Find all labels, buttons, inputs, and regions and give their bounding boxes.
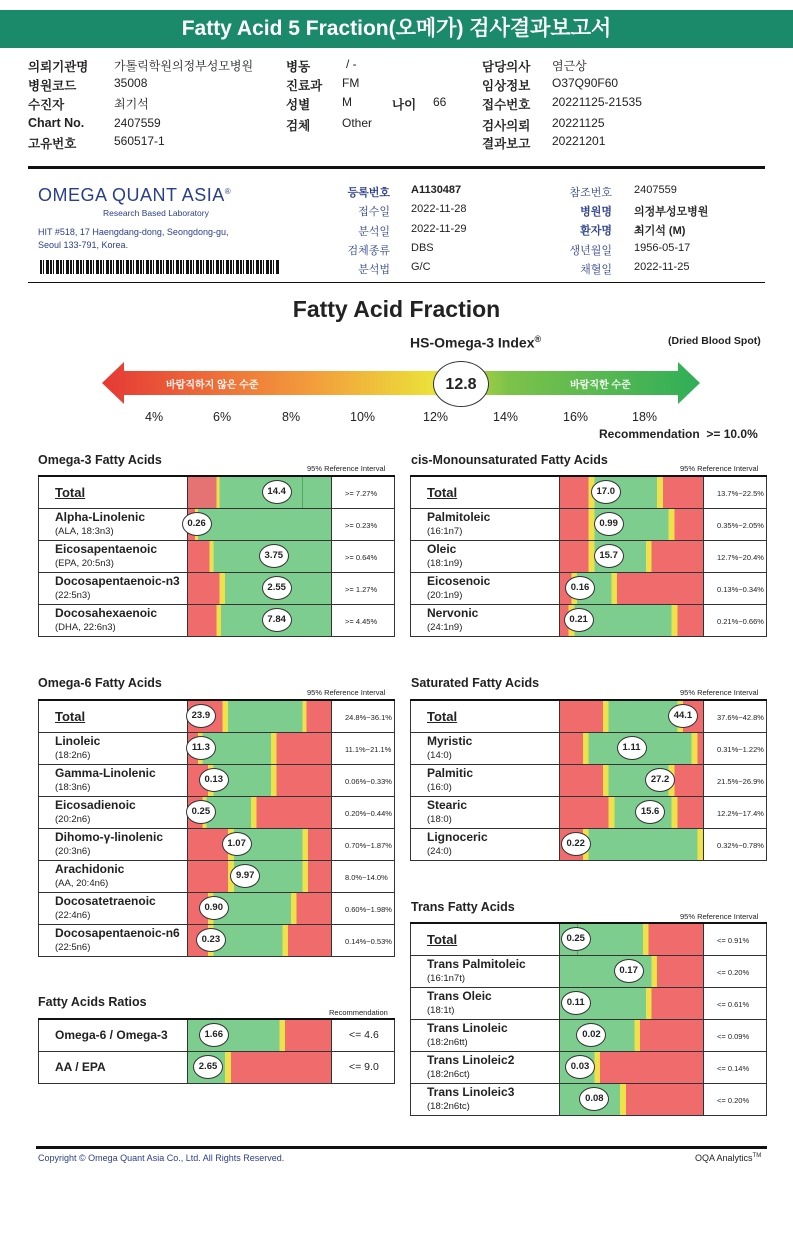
footer-brand-text: OQA Analytics — [695, 1153, 753, 1163]
header-row-3 — [28, 93, 768, 112]
table-row-total — [410, 924, 767, 956]
reference-bar — [187, 893, 332, 924]
row-name: Nervonic — [427, 606, 479, 620]
row-name: Total — [427, 485, 458, 500]
reference-range: 0.31%~1.22% — [717, 745, 764, 754]
reference-range: 0.70%~1.87% — [345, 841, 392, 850]
reference-bar — [559, 477, 704, 508]
header-value: 최기석 — [114, 97, 149, 111]
row-name: Total — [55, 709, 86, 724]
header-value: 560517-1 — [114, 134, 165, 148]
value-bubble: 3.75 — [259, 544, 289, 568]
header-label: 검사의뢰 — [482, 119, 531, 133]
header-value: 2407559 — [114, 116, 161, 130]
value-bubble: 0.08 — [579, 1087, 609, 1111]
lab-logo-text: OMEGA QUANT ASIA — [38, 185, 225, 205]
row-name: Gamma-Linolenic — [55, 766, 156, 780]
reference-range: >= 0.64% — [345, 553, 378, 562]
reference-bar — [187, 765, 332, 796]
reference-range: 0.13%~0.34% — [717, 585, 764, 594]
lab-logo-sup: ® — [224, 187, 232, 196]
reference-range: <= 9.0 — [349, 1061, 379, 1073]
reference-bar — [187, 925, 332, 956]
divider — [28, 166, 765, 169]
reference-range: >= 1.27% — [345, 585, 378, 594]
reference-bar — [559, 988, 704, 1019]
ref-interval-header: 95% Reference Interval — [307, 688, 386, 697]
value-bubble: 0.22 — [561, 832, 591, 856]
gauge-tick: 10% — [350, 410, 376, 424]
header-label: 병원코드 — [28, 79, 77, 93]
row-subname: (ALA, 18:3n3) — [55, 526, 114, 537]
table-row — [410, 509, 767, 541]
reference-range: 11.1%~21.1% — [345, 745, 392, 754]
table-row — [410, 1084, 767, 1116]
section-title-ratios: Fatty Acids Ratios — [38, 995, 147, 1009]
row-subname: (20:2n6) — [55, 814, 91, 825]
row-name: Eicosapentaenoic — [55, 542, 158, 556]
value-bubble: 2.55 — [262, 576, 292, 600]
section-title-sfa: Saturated Fatty Acids — [411, 676, 540, 690]
row-subname: (DHA, 22:6n3) — [55, 622, 116, 633]
row-subname: (18:2n6ct) — [427, 1069, 470, 1080]
value-bubble: 1.07 — [222, 832, 252, 856]
specimen-label: 환자명 — [580, 225, 612, 237]
specimen-value: DBS — [411, 242, 434, 254]
value-bubble: 9.97 — [230, 864, 260, 888]
specimen-value: 2407559 — [634, 184, 677, 196]
gauge-tick: 12% — [423, 410, 449, 424]
value-bubble: 0.26 — [182, 512, 212, 536]
header-value: 20221125 — [552, 116, 605, 130]
table-trans — [410, 922, 767, 1112]
value-bubble: 15.6 — [635, 800, 665, 824]
reference-bar — [559, 1084, 704, 1115]
row-subname: (18:2n6tc) — [427, 1101, 470, 1112]
table-row — [38, 509, 395, 541]
table-row — [38, 797, 395, 829]
table-row — [410, 956, 767, 988]
reference-bar — [187, 701, 332, 732]
specimen-value: 최기석 (M) — [634, 225, 686, 237]
table-row — [38, 605, 395, 637]
value-bubble: 15.7 — [594, 544, 624, 568]
row-name: Docosapentaenoic-n3 — [55, 574, 180, 588]
row-subname: (16:1n7) — [427, 526, 463, 537]
reference-bar — [187, 1052, 332, 1083]
recommendation-label: Recommendation — [599, 427, 700, 441]
bar-marker-line — [302, 477, 303, 508]
row-subname: (AA, 20:4n6) — [55, 878, 109, 889]
gauge-tick: 18% — [632, 410, 658, 424]
value-bubble: 0.21 — [564, 608, 594, 632]
omega3-index-value: 12.8 — [433, 361, 489, 407]
header-row-1 — [28, 55, 768, 74]
reference-bar — [187, 797, 332, 828]
header-row-5 — [28, 132, 768, 151]
header-label: 수진자 — [28, 98, 65, 112]
row-subname: (EPA, 20:5n3) — [55, 558, 114, 569]
table-row — [410, 733, 767, 765]
table-row — [410, 765, 767, 797]
reference-range: >= 0.23% — [345, 521, 378, 530]
reference-bar — [187, 477, 332, 508]
reference-bar — [559, 1052, 704, 1083]
row-name: Trans Oleic — [427, 989, 492, 1003]
reference-range: 12.2%~17.4% — [717, 809, 764, 818]
header-row-4 — [28, 114, 768, 133]
row-subname: (16:1n7t) — [427, 973, 466, 984]
row-name: Linoleic — [55, 734, 101, 748]
table-omega3 — [38, 475, 395, 633]
reference-range: >= 7.27% — [345, 489, 378, 498]
header-value: 20221125-21535 — [552, 95, 642, 109]
gauge-good-label: 바람직한 수준 — [570, 380, 631, 391]
reference-bar — [187, 573, 332, 604]
row-name: Docosatetraenoic — [55, 894, 156, 908]
table-row — [410, 1052, 767, 1084]
gauge-tick: 6% — [213, 410, 232, 424]
row-name: Palmitic — [427, 766, 474, 780]
header-label: 고유번호 — [28, 137, 77, 151]
header-value: 20221201 — [552, 134, 606, 148]
row-name: Stearic — [427, 798, 468, 812]
hs-omega3-title — [410, 334, 541, 351]
reference-range: 21.5%~26.9% — [717, 777, 764, 786]
row-name: AA / EPA — [55, 1060, 106, 1074]
row-subname: (22:4n6) — [55, 910, 91, 921]
reference-range: 13.7%~22.5% — [717, 489, 764, 498]
specimen-value: 2022-11-29 — [411, 223, 467, 235]
reference-range: 0.32%~0.78% — [717, 841, 764, 850]
reference-range: <= 0.14% — [717, 1064, 750, 1073]
header-value: 가톨릭학원의정부성모병원 — [114, 59, 254, 73]
gauge-tick: 16% — [563, 410, 589, 424]
ref-interval-header: 95% Reference Interval — [680, 464, 759, 473]
reference-range: >= 4.45% — [345, 617, 378, 626]
value-bubble: 0.25 — [186, 800, 216, 824]
gauge-tick: 14% — [493, 410, 519, 424]
row-name: Trans Linoleic2 — [427, 1053, 515, 1067]
header-value: 66 — [433, 95, 447, 109]
header-label: Chart No. — [28, 116, 85, 130]
reference-range: 0.06%~0.33% — [345, 777, 392, 786]
table-row — [410, 1020, 767, 1052]
row-subname: (20:3n6) — [55, 846, 91, 857]
specimen-value: 2022-11-28 — [411, 203, 467, 215]
row-name: Lignoceric — [427, 830, 488, 844]
table-row — [38, 1020, 395, 1052]
reference-bar — [559, 573, 704, 604]
header-label: 결과보고 — [482, 137, 531, 151]
value-bubble: 11.3 — [186, 736, 216, 760]
header-label: 검체 — [286, 119, 311, 133]
table-row-total — [38, 701, 395, 733]
value-bubble: 0.17 — [614, 959, 644, 983]
reference-bar — [187, 1020, 332, 1051]
row-name: Total — [427, 709, 458, 724]
value-bubble: 0.13 — [199, 768, 229, 792]
row-name: Trans Palmitoleic — [427, 957, 526, 971]
header-value: 염근상 — [552, 59, 587, 73]
hs-omega3-sup: ® — [534, 334, 542, 344]
reference-bar — [559, 605, 704, 636]
table-row — [410, 829, 767, 861]
header-label: 나이 — [392, 98, 417, 112]
section-title-mufa: cis-Monounsaturated Fatty Acids — [411, 453, 608, 467]
reference-range: 0.60%~1.98% — [345, 905, 392, 914]
value-bubble: 2.65 — [193, 1055, 223, 1079]
specimen-label: 검체종류 — [347, 245, 390, 257]
row-name: Total — [427, 932, 458, 947]
header-label: 담당의사 — [482, 60, 531, 74]
reference-bar — [559, 924, 704, 955]
table-row — [38, 861, 395, 893]
row-subname: (18:1t) — [427, 1005, 455, 1016]
gauge-tick: 4% — [145, 410, 164, 424]
reference-bar — [187, 541, 332, 572]
table-row-total — [38, 477, 395, 509]
value-bubble: 23.9 — [186, 704, 216, 728]
recommendation-value: >= 10.0% — [706, 427, 758, 441]
reference-bar — [187, 509, 332, 540]
specimen-value: G/C — [411, 261, 431, 273]
reference-range: <= 0.09% — [717, 1032, 750, 1041]
row-name: Omega-6 / Omega-3 — [55, 1028, 168, 1042]
footer-brand-sup: TM — [752, 1153, 762, 1159]
row-name: Oleic — [427, 542, 457, 556]
table-row — [38, 829, 395, 861]
section-title-trans: Trans Fatty Acids — [411, 900, 515, 914]
hs-omega3-title-text: HS-Omega-3 Index — [410, 334, 535, 351]
section-title-omega6: Omega-6 Fatty Acids — [38, 676, 162, 690]
value-bubble: 14.4 — [262, 480, 292, 504]
footer-copyright: Copyright © Omega Quant Asia Co., Ltd. All Rights Reserved. — [38, 1153, 285, 1163]
header-row-2 — [28, 74, 768, 93]
value-bubble: 7.84 — [262, 608, 292, 632]
reference-bar — [559, 733, 704, 764]
reference-bar — [559, 956, 704, 987]
value-bubble: 0.99 — [594, 512, 624, 536]
reference-range: 37.6%~42.8% — [717, 713, 764, 722]
table-row — [38, 893, 395, 925]
value-bubble: 17.0 — [591, 480, 621, 504]
table-row — [38, 541, 395, 573]
row-subname: (20:1n9) — [427, 590, 463, 601]
specimen-label: 참조번호 — [569, 187, 612, 199]
table-row — [38, 573, 395, 605]
reference-range: <= 0.20% — [717, 968, 750, 977]
value-bubble: 1.66 — [199, 1023, 229, 1047]
value-bubble: 0.11 — [561, 991, 591, 1015]
row-subname: (16:0) — [427, 782, 452, 793]
row-subname: (24:0) — [427, 846, 452, 857]
header-value: FM — [342, 76, 360, 90]
gauge-bad-label: 바람직하지 않은 수준 — [166, 380, 259, 391]
index-recommendation — [599, 427, 758, 441]
row-name: Eicosadienoic — [55, 798, 136, 812]
row-subname: (22:5n3) — [55, 590, 91, 601]
gauge-tick: 8% — [282, 410, 301, 424]
footer-brand — [695, 1153, 761, 1163]
row-subname: (18:3n6) — [55, 782, 91, 793]
reference-range: <= 0.91% — [717, 936, 750, 945]
row-name: Alpha-Linolenic — [55, 510, 145, 524]
reference-bar — [559, 509, 704, 540]
table-row-total — [410, 701, 767, 733]
lab-tagline: Research Based Laboratory — [103, 208, 209, 218]
table-row — [38, 765, 395, 797]
specimen-label: 분석법 — [358, 264, 390, 276]
row-subname: (24:1n9) — [427, 622, 463, 633]
reference-range: 0.14%~0.53% — [345, 937, 392, 946]
reference-range: <= 0.61% — [717, 1000, 750, 1009]
report-title-banner: Fatty Acid 5 Fraction(오메가) 검사결과보고서 — [0, 10, 793, 48]
reference-range: 24.8%~36.1% — [345, 713, 392, 722]
page-title: Fatty Acid Fraction — [292, 296, 501, 322]
row-name: Trans Linoleic3 — [427, 1085, 515, 1099]
specimen-type-label: (Dried Blood Spot) — [668, 335, 761, 347]
reference-bar — [187, 861, 332, 892]
specimen-label: 등록번호 — [347, 187, 390, 199]
specimen-label: 채혈일 — [580, 264, 612, 276]
table-row — [410, 605, 767, 637]
row-subname: (22:5n6) — [55, 942, 91, 953]
row-name: Eicosenoic — [427, 574, 491, 588]
reference-bar — [559, 541, 704, 572]
ref-interval-header: 95% Reference Interval — [680, 688, 759, 697]
reference-range: <= 0.20% — [717, 1096, 750, 1105]
lab-address-line-2: Seoul 133-791, Korea. — [38, 240, 129, 250]
header-value: 35008 — [114, 76, 148, 90]
reference-range: 0.21%~0.66% — [717, 617, 764, 626]
reference-bar — [187, 733, 332, 764]
table-ratios — [38, 1018, 395, 1074]
header-label: 병동 — [286, 60, 311, 74]
header-label: 임상정보 — [482, 79, 531, 93]
value-bubble: 27.2 — [645, 768, 675, 792]
header-label: 진료과 — [286, 79, 323, 93]
table-mufa — [410, 475, 767, 633]
table-omega6 — [38, 699, 395, 953]
lab-address-line-1: HIT #518, 17 Haengdang-dong, Seongdong-gu, — [38, 227, 229, 237]
reference-bar — [559, 1020, 704, 1051]
row-name: Dihomo-γ-linolenic — [55, 830, 163, 844]
table-row — [38, 925, 395, 957]
header-label: 성별 — [286, 98, 311, 112]
reference-range: 12.7%~20.4% — [717, 553, 764, 562]
table-sfa — [410, 699, 767, 857]
ref-interval-header: 95% Reference Interval — [307, 464, 386, 473]
reference-bar — [187, 605, 332, 636]
row-name: Trans Linoleic — [427, 1021, 508, 1035]
row-subname: (18:1n9) — [427, 558, 463, 569]
patient-header — [28, 55, 768, 153]
specimen-label: 생년월일 — [569, 245, 612, 257]
table-row — [410, 573, 767, 605]
row-name: Docosapentaenoic-n6 — [55, 926, 180, 940]
table-row — [38, 1052, 395, 1084]
value-bubble: 0.25 — [561, 927, 591, 951]
header-label: 의뢰기관명 — [28, 60, 89, 74]
ref-interval-header: 95% Reference Interval — [680, 912, 759, 921]
header-label: 접수번호 — [482, 98, 531, 112]
table-row — [410, 541, 767, 573]
table-row-total — [410, 477, 767, 509]
specimen-label: 병원명 — [580, 206, 612, 218]
header-value: Other — [342, 116, 373, 130]
row-subname: (14:0) — [427, 750, 452, 761]
value-bubble: 44.1 — [668, 704, 698, 728]
recommendation-header: Recommendation — [329, 1008, 388, 1017]
header-value: / - — [346, 57, 357, 71]
reference-range: 8.0%~14.0% — [345, 873, 388, 882]
value-bubble: 0.16 — [565, 576, 595, 600]
row-name: Total — [55, 485, 86, 500]
value-bubble: 0.23 — [196, 928, 226, 952]
reference-bar — [559, 829, 704, 860]
row-subname: (18:2n6) — [55, 750, 91, 761]
value-bubble: 1.11 — [617, 736, 647, 760]
table-row — [38, 733, 395, 765]
row-name: Arachidonic — [55, 862, 125, 876]
reference-bar — [559, 765, 704, 796]
footer-divider — [36, 1146, 767, 1149]
reference-range: 0.20%~0.44% — [345, 809, 392, 818]
value-bubble: 0.02 — [576, 1023, 606, 1047]
specimen-value: 2022-11-25 — [634, 261, 690, 273]
section-title-omega3: Omega-3 Fatty Acids — [38, 453, 162, 467]
barcode — [40, 260, 280, 274]
specimen-label: 분석일 — [358, 226, 390, 238]
value-bubble: 0.03 — [565, 1055, 595, 1079]
row-subname: (18:0) — [427, 814, 452, 825]
divider — [28, 282, 765, 283]
specimen-label: 접수일 — [358, 206, 390, 218]
row-name: Docosahexaenoic — [55, 606, 158, 620]
specimen-value: 의정부성모병원 — [634, 206, 709, 218]
header-value: M — [342, 95, 352, 109]
specimen-value: A1130487 — [411, 184, 462, 196]
row-name: Palmitoleic — [427, 510, 491, 524]
reference-bar — [187, 829, 332, 860]
lab-logo — [38, 185, 231, 206]
row-subname: (18:2n6tt) — [427, 1037, 468, 1048]
value-bubble: 0.90 — [199, 896, 229, 920]
row-name: Myristic — [427, 734, 473, 748]
reference-range: <= 4.6 — [349, 1029, 379, 1041]
table-row — [410, 797, 767, 829]
reference-range: 0.35%~2.05% — [717, 521, 764, 530]
table-row — [410, 988, 767, 1020]
header-value: O37Q90F60 — [552, 76, 619, 90]
reference-bar — [559, 701, 704, 732]
specimen-value: 1956-05-17 — [634, 242, 691, 254]
reference-bar — [559, 797, 704, 828]
